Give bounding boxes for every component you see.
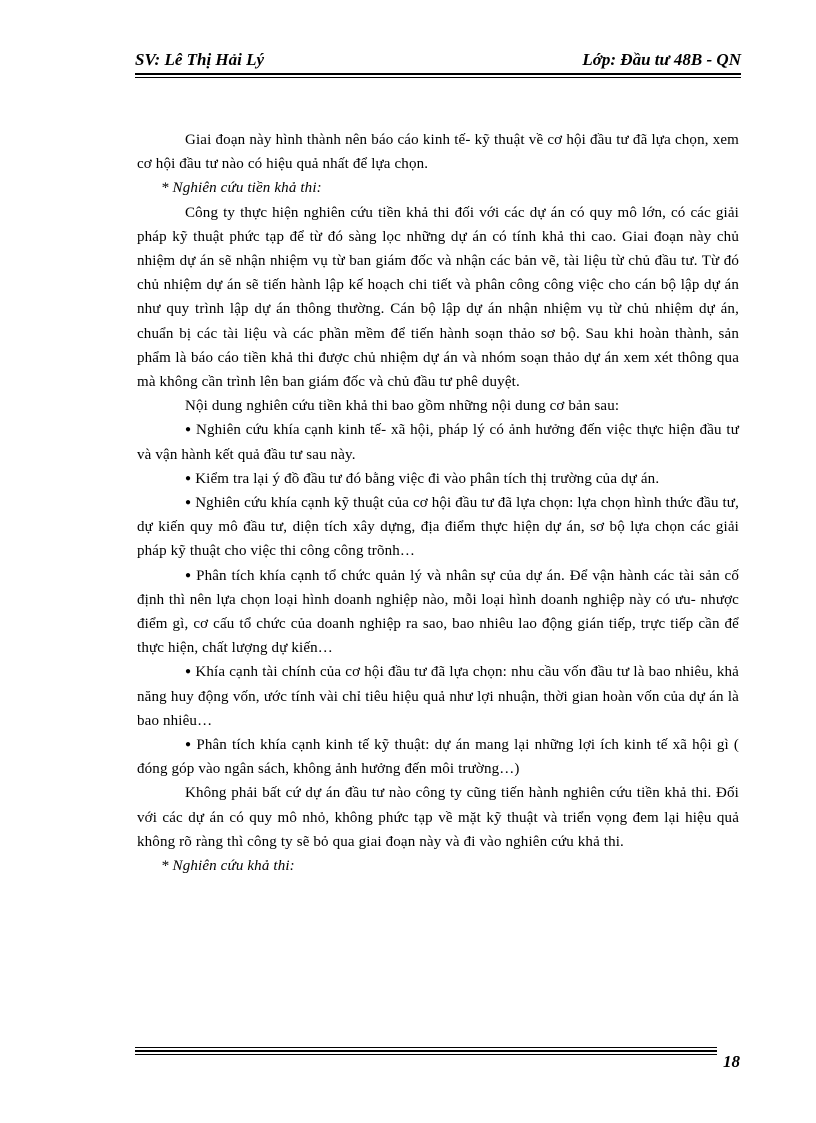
bullet-item [137, 491, 739, 564]
class-name: Lớp: Đầu tư 48B - QN [582, 50, 741, 69]
bullet-item [137, 418, 739, 466]
bullet-text: Khía cạnh tài chính của cơ hội đầu tư đã lựa chọn: nhu cầu vốn đầu tư là bao nhiêu, khả năng huy động vốn, ước tính vài chỉ tiêu hiệu quả như lợi nhuận, thời gian hoàn vốn của dự án là bao nhiêu… [137, 664, 739, 729]
page-number: 18 [723, 1052, 740, 1071]
paragraph-skip-note: Không phải bất cứ dự án đầu tư nào công ty cũng tiến hành nghiên cứu tiền khả thi. Đối với các dự án có quy mô nhỏ, không phức tạp về mặt kỹ thuật và triển vọng đem lại hiệu quả không rõ ràng thì công ty sẽ bỏ qua giai đoạn này và đi vào nghiên cứu khả thi. [137, 785, 739, 850]
bullet-text: Kiểm tra lại ý đồ đầu tư đó bằng việc đi vào phân tích thị trường của dự án. [195, 470, 660, 487]
header-rule [135, 73, 741, 75]
section-heading-pre-feasibility: * Nghiên cứu tiền khả thi: [161, 180, 322, 197]
bullet-item [137, 660, 739, 733]
paragraph-pre-feasibility: Công ty thực hiện nghiên cứu tiền khả thi đối với các dự án có quy mô lớn, có các giải pháp kỹ thuật phức tạp để từ đó sàng lọc những dự án có tính khả thi cao. Giai đoạn này chủ nhiệm dự án sẽ nhận nhiệm vụ từ ban giám đốc và nhận các bản vẽ, tài liệu từ chủ đầu tư. Từ đó chủ nhiệm dự án sẽ tiến hành lập kế hoạch chi tiết và phân công công việc cho cán bộ lập dự án như quy trình lập dự án thông thường. Cán bộ lập dự án nhận nhiệm vụ từ chủ nhiệm dự án, chuẩn bị các tài liệu và các phần mềm để tiến hành soạn thảo sơ bộ. Sau khi hoàn thành, sản phẩm là báo cáo tiền khả thi được chủ nhiệm dự án và nhóm soạn thảo dự án xem xét thông qua mà không cần trình lên ban giám đốc và chủ đầu tư phê duyệt. [137, 204, 739, 391]
footer-rule-thin [135, 1054, 717, 1055]
document-body [137, 128, 739, 878]
paragraph-contents-intro: Nội dung nghiên cứu tiền khả thi bao gồm những nội dung cơ bản sau: [185, 398, 620, 415]
page-header [135, 48, 741, 72]
bullet-text: Nghiên cứu khía cạnh kỹ thuật của cơ hội đầu tư đã lựa chọn: lựa chọn hình thức đầu tư, dự kiến quy mô đầu tư, diện tích xây dựng, địa điểm thực hiện dự án, sơ bộ lựa chọn các giải pháp kỹ thuật cho việc thi công công trõnh… [137, 495, 739, 560]
bullet-item [137, 733, 739, 781]
bullet-icon: ● [185, 497, 192, 509]
bullet-icon: ● [185, 569, 193, 581]
bullet-icon: ● [185, 472, 192, 484]
section-heading-feasibility: * Nghiên cứu khả thi: [161, 858, 295, 875]
footer-rule [135, 1047, 717, 1048]
bullet-item [137, 467, 739, 491]
student-name: SV: Lê Thị Hải Lý [135, 50, 265, 69]
bullet-icon: ● [185, 739, 193, 751]
bullet-text: Phân tích khía cạnh kinh tế kỹ thuật: dự án mang lại những lợi ích kinh tế xã hội gì ( đóng góp vào ngân sách, không ảnh hưởng đến môi trường…) [137, 737, 739, 778]
bullet-icon: ● [185, 424, 193, 436]
bullet-text: Phân tích khía cạnh tổ chức quản lý và nhân sự của dự án. Để vận hành các tài sản cố định thì nên lựa chọn loại hình doanh nghiệp nào, mỗi loại hình doanh nghiệp này có ưu- nhược điểm gì, cơ cấu tổ chức của doanh nghiệp ra sao, bao nhiêu lao động gián tiếp, trực tiếp cần để thực hiện, chất lượng dự kiến… [137, 567, 739, 657]
paragraph-intro: Giai đoạn này hình thành nên báo cáo kinh tế- kỹ thuật về cơ hội đầu tư đã lựa chọn, xem cơ hội đầu tư nào có hiệu quả nhất để lựa chọn. [137, 132, 739, 173]
bullet-item [137, 564, 739, 661]
bullet-text: Nghiên cứu khía cạnh kinh tế- xã hội, pháp lý có ảnh hưởng đến việc thực hiện đầu tư và vận hành kết quả đầu tư sau này. [137, 422, 739, 463]
footer-rule-thick [135, 1050, 717, 1052]
bullet-icon: ● [185, 666, 192, 678]
header-rule-thin [135, 77, 741, 78]
